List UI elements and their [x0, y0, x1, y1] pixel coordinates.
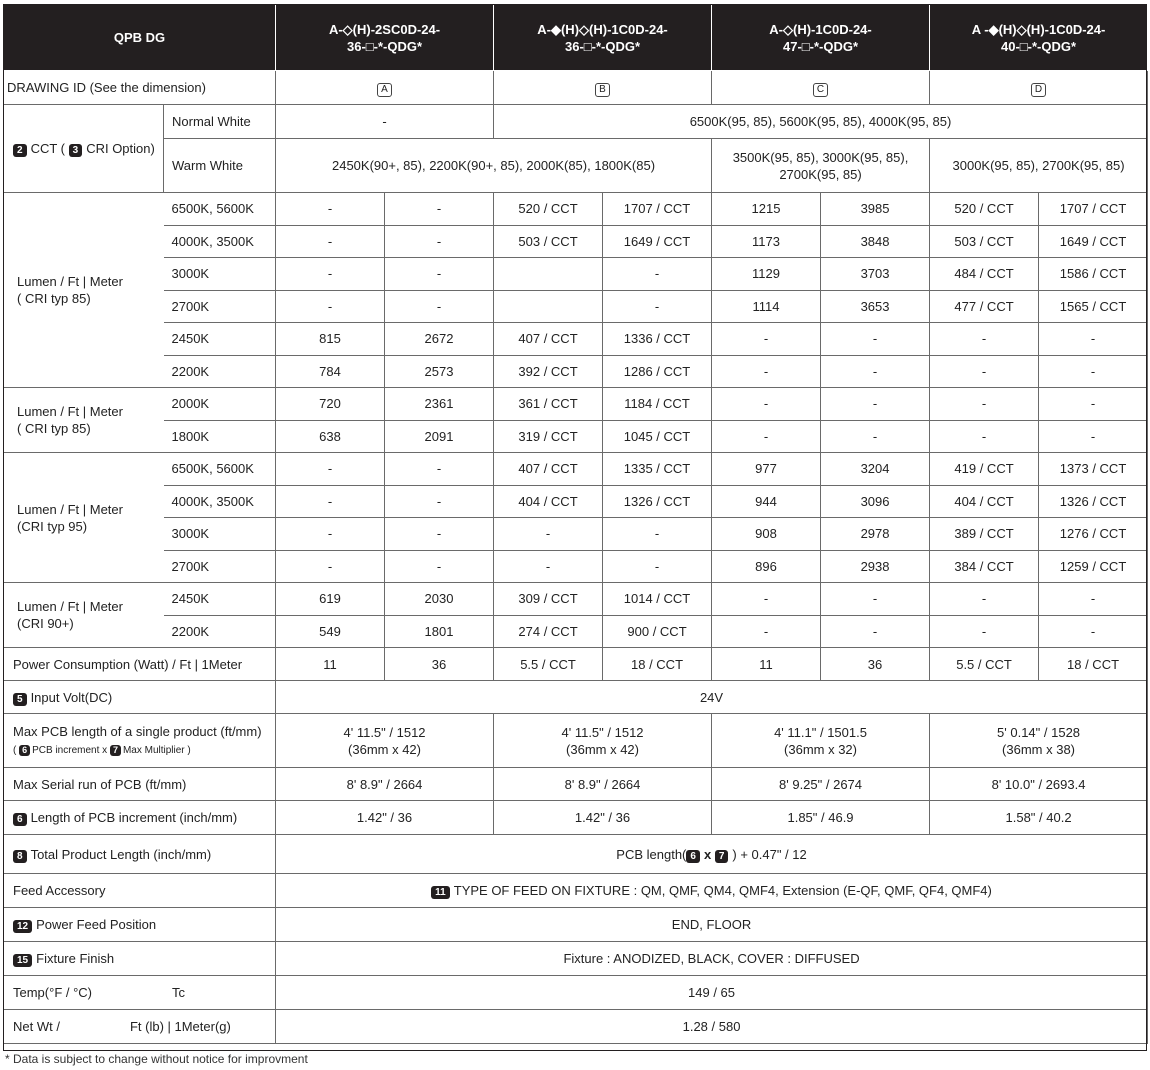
drawing-id-label: DRAWING ID (See the dimension) [4, 71, 276, 105]
lumen-value: 1114 [712, 290, 821, 323]
net-wt-value: 1.28 / 580 [276, 1010, 1148, 1044]
lumen-value: - [385, 225, 494, 258]
lumen-value: 1014 / CCT [603, 583, 712, 616]
lumen-value: 2672 [385, 323, 494, 356]
lumen-value: 384 / CCT [930, 550, 1039, 583]
finish-row [4, 942, 1148, 976]
lumen-cct: 3000K [164, 518, 276, 551]
pcb-increment-b: 1.42" / 36 [494, 801, 712, 835]
temp-value: 149 / 65 [276, 976, 1148, 1010]
lumen-value: 1565 / CCT [1039, 290, 1148, 323]
lumen-value: - [276, 193, 385, 226]
lumen-value: 2938 [821, 550, 930, 583]
lumen-value: 3703 [821, 258, 930, 291]
spec-table [3, 4, 1148, 1044]
lumen-value: 419 / CCT [930, 453, 1039, 486]
pcb-increment-c: 1.85" / 46.9 [712, 801, 930, 835]
lumen-value: 389 / CCT [930, 518, 1039, 551]
lumen-value: - [930, 583, 1039, 616]
feed-accessory-row [4, 874, 1148, 908]
header-col-b: A-◆(H)◇(H)-1C0D-24- 36-□-*-QDG* [494, 5, 712, 71]
lumen-row [4, 550, 1148, 583]
header-row [4, 5, 1148, 71]
lumen-value: 1286 / CCT [603, 355, 712, 388]
footnote: * Data is subject to change without notice for improvment [5, 1052, 308, 1066]
lumen-row [4, 420, 1148, 453]
lumen-cct: 4000K, 3500K [164, 225, 276, 258]
lumen-value: - [712, 323, 821, 356]
lumen-value: 407 / CCT [494, 453, 603, 486]
lumen-row [4, 453, 1148, 486]
lumen-row [4, 290, 1148, 323]
feed-accessory-label: Feed Accessory [4, 874, 276, 908]
cct-warm-row [4, 139, 1148, 193]
max-serial-row [4, 768, 1148, 801]
lumen-value: 549 [276, 615, 385, 648]
lumen-value: - [821, 323, 930, 356]
lumen-cct: 2000K [164, 388, 276, 421]
net-wt-row [4, 1010, 1148, 1044]
drawing-id-c: C [813, 83, 828, 97]
cct-normal-row [4, 105, 1148, 139]
finish-label: 15 Fixture Finish [4, 942, 276, 976]
lumen-value: - [276, 518, 385, 551]
power-feed-label: 12 Power Feed Position [4, 908, 276, 942]
lumen-cct: 2700K [164, 290, 276, 323]
lumen-value: - [930, 355, 1039, 388]
max-serial-b: 8' 8.9" / 2664 [494, 768, 712, 801]
lumen-row [4, 388, 1148, 421]
power-value: 11 [712, 648, 821, 681]
normal-white-label: Normal White [164, 105, 276, 139]
lumen-cct: 2200K [164, 355, 276, 388]
pcb-increment-label: 6 Length of PCB increment (inch/mm) [4, 801, 276, 835]
lumen-value: 503 / CCT [930, 225, 1039, 258]
lumen-value: - [930, 388, 1039, 421]
lumen-value: 3985 [821, 193, 930, 226]
finish-value: Fixture : ANODIZED, BLACK, COVER : DIFFUSED [276, 942, 1148, 976]
lumen-value: - [276, 225, 385, 258]
lumen-row [4, 518, 1148, 551]
lumen-value: - [712, 388, 821, 421]
lumen-value: 638 [276, 420, 385, 453]
lumen-value: 392 / CCT [494, 355, 603, 388]
lumen-value: 1707 / CCT [603, 193, 712, 226]
drawing-id-a: A [377, 83, 392, 97]
total-length-label: 8 Total Product Length (inch/mm) [4, 835, 276, 874]
lumen-cct: 2200K [164, 615, 276, 648]
lumen-value: - [385, 485, 494, 518]
lumen-value: 2361 [385, 388, 494, 421]
lumen-row [4, 615, 1148, 648]
power-value: 18 / CCT [1039, 648, 1148, 681]
power-value: 11 [276, 648, 385, 681]
lumen-value: - [385, 453, 494, 486]
cct-label: 2 CCT ( 3 CRI Option) [4, 105, 164, 193]
lumen-group-label: Lumen / Ft | Meter ( CRI typ 85) [4, 388, 164, 453]
lumen-row [4, 485, 1148, 518]
lumen-value: 1586 / CCT [1039, 258, 1148, 291]
lumen-value: 404 / CCT [930, 485, 1039, 518]
lumen-value: 1173 [712, 225, 821, 258]
lumen-value: 520 / CCT [494, 193, 603, 226]
lumen-value: 2091 [385, 420, 494, 453]
lumen-value: - [1039, 355, 1148, 388]
lumen-value: 319 / CCT [494, 420, 603, 453]
power-value: 5.5 / CCT [930, 648, 1039, 681]
header-col-d: A -◆(H)◇(H)-1C0D-24- 40-□-*-QDG* [930, 5, 1148, 71]
lumen-value: 900 / CCT [603, 615, 712, 648]
lumen-value: 484 / CCT [930, 258, 1039, 291]
lumen-value: 1649 / CCT [603, 225, 712, 258]
lumen-value: 2030 [385, 583, 494, 616]
power-feed-value: END, FLOOR [276, 908, 1148, 942]
lumen-value: - [821, 355, 930, 388]
lumen-value: 1335 / CCT [603, 453, 712, 486]
max-pcb-b: 4' 11.5" / 1512 (36mm x 42) [494, 714, 712, 768]
normal-white-bcd: 6500K(95, 85), 5600K(95, 85), 4000K(95, 85) [494, 105, 1148, 139]
lumen-value: 309 / CCT [494, 583, 603, 616]
power-feed-row [4, 908, 1148, 942]
lumen-value: - [494, 550, 603, 583]
header-col-a: A-◇(H)-2SC0D-24- 36-□-*-QDG* [276, 5, 494, 71]
lumen-value: 815 [276, 323, 385, 356]
lumen-value: - [385, 290, 494, 323]
warm-white-c: 3500K(95, 85), 3000K(95, 85), 2700K(95, 85) [712, 139, 930, 193]
lumen-value: 503 / CCT [494, 225, 603, 258]
lumen-value: - [821, 583, 930, 616]
lumen-value: 977 [712, 453, 821, 486]
warm-white-d: 3000K(95, 85), 2700K(95, 85) [930, 139, 1148, 193]
lumen-group-label: Lumen / Ft | Meter ( CRI typ 85) [4, 193, 164, 388]
lumen-value: 274 / CCT [494, 615, 603, 648]
lumen-value: 908 [712, 518, 821, 551]
lumen-cct: 1800K [164, 420, 276, 453]
lumen-value: - [821, 615, 930, 648]
pcb-increment-a: 1.42" / 36 [276, 801, 494, 835]
lumen-row [4, 258, 1148, 291]
lumen-row [4, 193, 1148, 226]
lumen-row [4, 355, 1148, 388]
lumen-value: - [712, 420, 821, 453]
lumen-value [494, 290, 603, 323]
lumen-value: - [930, 615, 1039, 648]
lumen-value: - [276, 258, 385, 291]
net-wt-label: Net Wt / Ft (lb) | 1Meter(g) [4, 1010, 276, 1044]
lumen-value: - [385, 550, 494, 583]
total-length-row [4, 835, 1148, 874]
lumen-value: 720 [276, 388, 385, 421]
temp-row [4, 976, 1148, 1010]
lumen-value: 1184 / CCT [603, 388, 712, 421]
lumen-value [494, 258, 603, 291]
lumen-value: - [821, 420, 930, 453]
input-volt-row [4, 681, 1148, 714]
lumen-value: 520 / CCT [930, 193, 1039, 226]
power-row [4, 648, 1148, 681]
max-serial-label: Max Serial run of PCB (ft/mm) [4, 768, 276, 801]
max-serial-c: 8' 9.25" / 2674 [712, 768, 930, 801]
lumen-value: - [385, 258, 494, 291]
lumen-value: - [276, 290, 385, 323]
lumen-value: - [603, 258, 712, 291]
lumen-value: - [603, 550, 712, 583]
lumen-value: 1336 / CCT [603, 323, 712, 356]
lumen-value: - [603, 518, 712, 551]
lumen-value: 1259 / CCT [1039, 550, 1148, 583]
max-pcb-c: 4' 11.1" / 1501.5 (36mm x 32) [712, 714, 930, 768]
power-value: 18 / CCT [603, 648, 712, 681]
normal-white-a: - [276, 105, 494, 139]
lumen-cct: 2450K [164, 323, 276, 356]
temp-label: Temp(°F / °C) Tc [4, 976, 276, 1010]
lumen-group-label: Lumen / Ft | Meter (CRI 90+) [4, 583, 164, 648]
lumen-value: - [1039, 615, 1148, 648]
lumen-value: 1649 / CCT [1039, 225, 1148, 258]
lumen-value: 3653 [821, 290, 930, 323]
lumen-value: 3848 [821, 225, 930, 258]
lumen-cct: 2700K [164, 550, 276, 583]
lumen-value: 896 [712, 550, 821, 583]
lumen-cct: 2450K [164, 583, 276, 616]
lumen-value: - [276, 453, 385, 486]
lumen-value: - [385, 193, 494, 226]
lumen-value: 1326 / CCT [603, 485, 712, 518]
lumen-cct: 6500K, 5600K [164, 453, 276, 486]
max-pcb-label: Max PCB length of a single product (ft/mm) ( 6 PCB increment x 7 Max Multiplier ) [4, 714, 276, 768]
lumen-value: - [276, 485, 385, 518]
max-pcb-d: 5' 0.14" / 1528 (36mm x 38) [930, 714, 1148, 768]
lumen-value: 477 / CCT [930, 290, 1039, 323]
lumen-value: 404 / CCT [494, 485, 603, 518]
lumen-value: 2978 [821, 518, 930, 551]
lumen-value: - [1039, 420, 1148, 453]
lumen-value: - [930, 420, 1039, 453]
lumen-value: 1129 [712, 258, 821, 291]
feed-accessory-value: 11 TYPE OF FEED ON FIXTURE : QM, QMF, QM4, QMF4, Extension (E-QF, QMF, QF4, QMF4) [276, 874, 1148, 908]
lumen-value: - [712, 583, 821, 616]
lumen-value: - [276, 550, 385, 583]
lumen-cct: 6500K, 5600K [164, 193, 276, 226]
power-value: 5.5 / CCT [494, 648, 603, 681]
lumen-row [4, 225, 1148, 258]
max-serial-d: 8' 10.0" / 2693.4 [930, 768, 1148, 801]
lumen-value: - [1039, 388, 1148, 421]
lumen-cct: 3000K [164, 258, 276, 291]
pcb-increment-row [4, 801, 1148, 835]
lumen-value: 944 [712, 485, 821, 518]
pcb-increment-d: 1.58" / 40.2 [930, 801, 1148, 835]
lumen-row [4, 323, 1148, 356]
total-length-value: PCB length( 6 x 7 ) + 0.47" / 12 [276, 835, 1148, 874]
max-pcb-row [4, 714, 1148, 768]
warm-white-label: Warm White [164, 139, 276, 193]
lumen-row [4, 583, 1148, 616]
power-label: Power Consumption (Watt) / Ft | 1Meter [4, 648, 276, 681]
input-volt-label: 5 Input Volt(DC) [4, 681, 276, 714]
max-pcb-a: 4' 11.5" / 1512 (36mm x 42) [276, 714, 494, 768]
lumen-value: - [1039, 323, 1148, 356]
lumen-value: 1326 / CCT [1039, 485, 1148, 518]
lumen-value: - [821, 388, 930, 421]
drawing-id-b: B [595, 83, 610, 97]
lumen-value: 1373 / CCT [1039, 453, 1148, 486]
table-title: QPB DG [4, 5, 276, 71]
lumen-value: - [603, 290, 712, 323]
lumen-value: 3204 [821, 453, 930, 486]
lumen-value: 784 [276, 355, 385, 388]
input-volt-value: 24V [276, 681, 1148, 714]
lumen-value: 1045 / CCT [603, 420, 712, 453]
lumen-value: 1276 / CCT [1039, 518, 1148, 551]
lumen-value: 407 / CCT [494, 323, 603, 356]
lumen-value: 1801 [385, 615, 494, 648]
lumen-value: 1707 / CCT [1039, 193, 1148, 226]
warm-white-ab: 2450K(90+, 85), 2200K(90+, 85), 2000K(85), 1800K(85) [276, 139, 712, 193]
lumen-value: 3096 [821, 485, 930, 518]
lumen-value: 1215 [712, 193, 821, 226]
lumen-value: - [385, 518, 494, 551]
lumen-value: 361 / CCT [494, 388, 603, 421]
lumen-value: - [712, 615, 821, 648]
lumen-value: 619 [276, 583, 385, 616]
lumen-group-label: Lumen / Ft | Meter (CRI typ 95) [4, 453, 164, 583]
lumen-cct: 4000K, 3500K [164, 485, 276, 518]
lumen-value: - [1039, 583, 1148, 616]
drawing-id-d: D [1031, 83, 1046, 97]
header-col-c: A-◇(H)-1C0D-24- 47-□-*-QDG* [712, 5, 930, 71]
drawing-id-row [4, 71, 1148, 105]
lumen-value: - [930, 323, 1039, 356]
lumen-value: - [712, 355, 821, 388]
power-value: 36 [385, 648, 494, 681]
lumen-value: - [494, 518, 603, 551]
lumen-value: 2573 [385, 355, 494, 388]
max-serial-a: 8' 8.9" / 2664 [276, 768, 494, 801]
power-value: 36 [821, 648, 930, 681]
